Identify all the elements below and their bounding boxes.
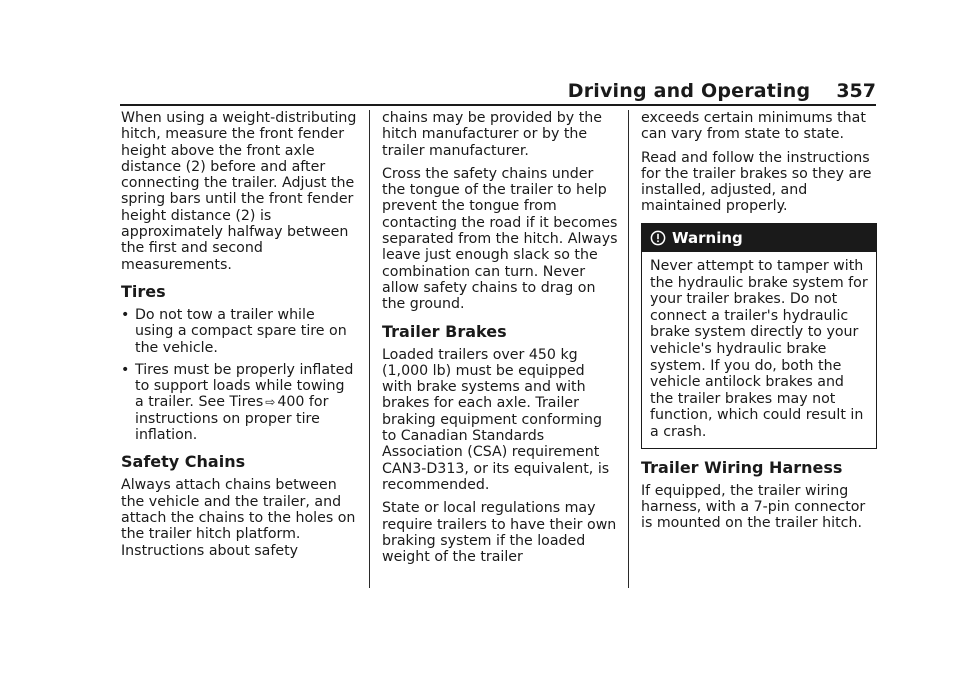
safety-chains-heading: Safety Chains xyxy=(121,452,246,472)
column-2 xyxy=(382,110,618,572)
warning-header xyxy=(642,224,876,252)
warning-box xyxy=(641,223,877,449)
tires-bullet-1: Do not tow a trailer while using a compact spare tire on the vehicle. xyxy=(135,306,347,356)
bullet-icon: • xyxy=(121,306,130,323)
tires-heading: Tires xyxy=(121,281,166,301)
column-divider-1 xyxy=(369,110,370,588)
bullet-icon: • xyxy=(121,361,130,378)
intro-paragraph: When using a weight-distributing hitch, measure the front fender height above the front axle distance (2) before and after connecting the trailer. Adjust the spring bars until the front fender height distance (2) is approximately halfway between the first and second measurements. xyxy=(121,110,357,273)
column-3 xyxy=(641,110,877,539)
tires-list xyxy=(121,307,357,443)
wiring-harness-paragraph: If equipped, the trailer wiring harness, with a 7-pin connector is mounted on the trailer hitch. xyxy=(641,482,866,532)
tires-bullet-2-text: Tires must be properly inflated to support loads while towing a trailer. See Tires xyxy=(135,361,354,411)
warning-text: Never attempt to tamper with the hydraulic brake system for your trailer brakes. Do not connect a trailer's hydraulic brake system directly to your vehicle's hydraulic brake system. If you do, both the vehicle antilock brakes and the trailer brakes may not function, which could result in a crash. xyxy=(650,258,868,441)
read-follow-paragraph: Read and follow the instructions for the trailer brakes so they are installed, adjusted, and maintained properly. xyxy=(641,149,872,215)
cross-reference-arrow-icon: ⇨ xyxy=(265,395,276,410)
page-header xyxy=(568,80,876,102)
wiring-harness-heading: Trailer Wiring Harness xyxy=(641,457,843,477)
warning-title: Warning xyxy=(672,228,743,247)
column-1 xyxy=(121,110,357,566)
trailer-brakes-heading: Trailer Brakes xyxy=(382,321,507,341)
cross-chains-paragraph: Cross the safety chains under the tongue of the trailer to help prevent the tongue from contacting the road if it becomes separated from the hitch. Always leave just enough slack so the combination can turn. Never allow safety chains to drag on the ground. xyxy=(382,165,618,313)
page-number: 357 xyxy=(836,80,876,102)
state-regulations-paragraph: State or local regulations may require trailers to have their own braking system if the loaded weight of the trailer xyxy=(382,500,617,566)
tires-bullet-2-rest: for instructions on proper tire inflation. xyxy=(135,394,329,444)
tires-page-reference[interactable]: 400 xyxy=(277,394,305,411)
column-divider-2 xyxy=(628,110,629,588)
header-rule xyxy=(120,104,876,106)
trailer-brakes-paragraph: Loaded trailers over 450 kg (1,000 lb) must be equipped with brake systems and with brakes for each axle. Trailer braking equipment conforming to Canadian Standards Association (CSA) requirement CAN3-D313, or its equivalent, is recommended. xyxy=(382,346,610,493)
list-item xyxy=(121,307,357,356)
chains-continued-paragraph: chains may be provided by the hitch manufacturer or by the trailer manufacturer. xyxy=(382,110,602,159)
safety-chains-paragraph: Always attach chains between the vehicle and the trailer, and attach the chains to the holes on the trailer hitch platform. Instructions about safety xyxy=(121,477,356,559)
section-title: Driving and Operating xyxy=(567,80,811,102)
minimums-continued-paragraph: exceeds certain minimums that can vary from state to state. xyxy=(641,110,866,143)
warning-icon xyxy=(650,230,666,246)
list-item xyxy=(121,362,357,443)
